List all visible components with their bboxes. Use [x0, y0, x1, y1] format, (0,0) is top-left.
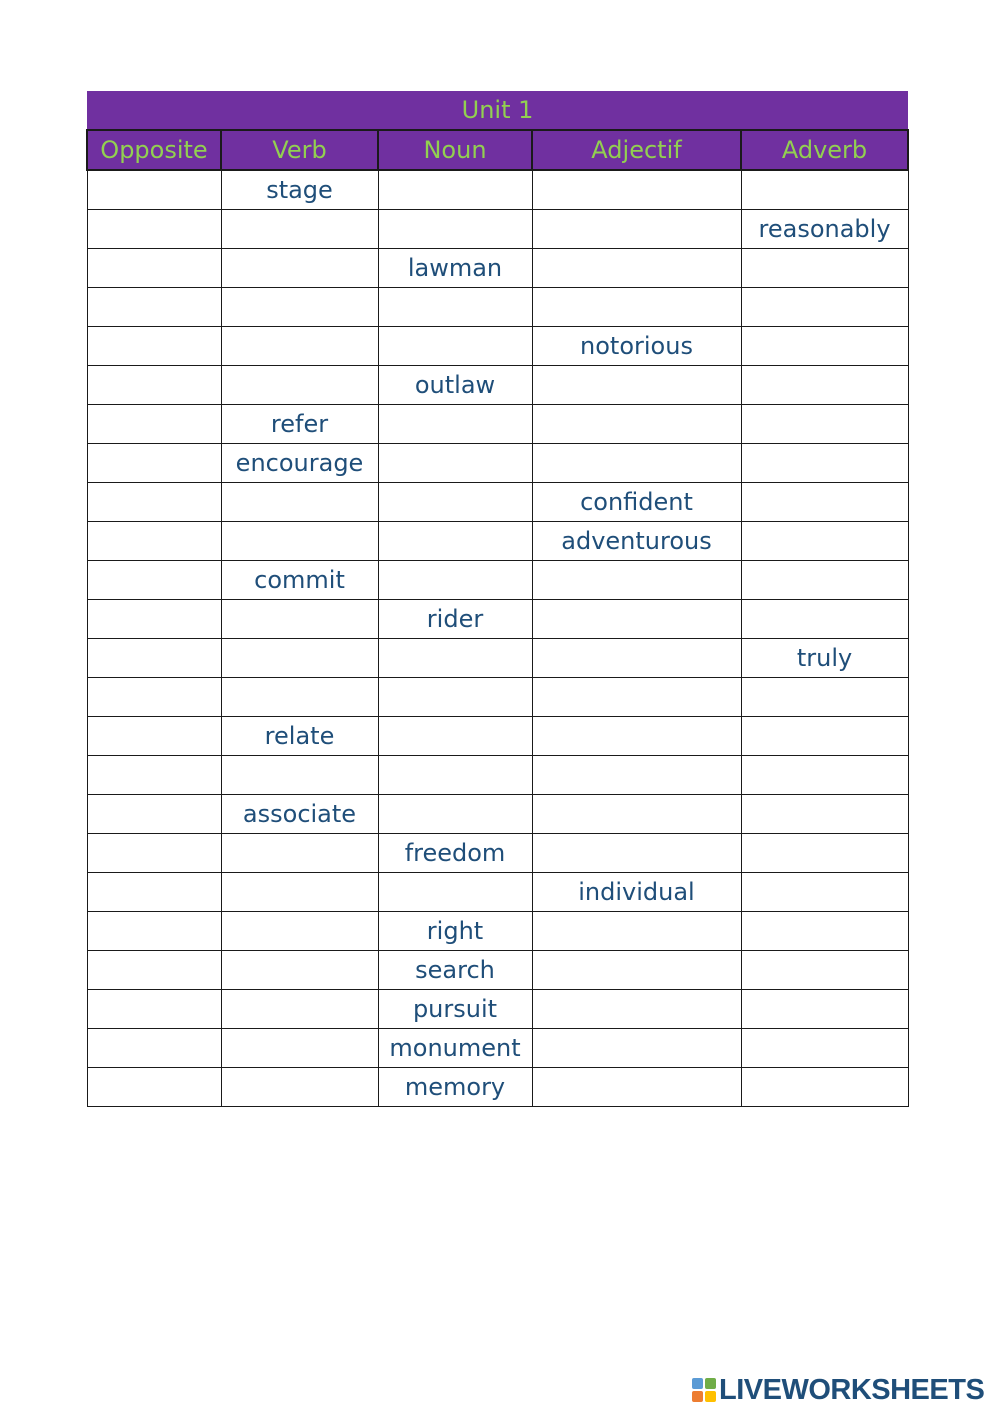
blank-adverb-cell[interactable]	[741, 366, 908, 405]
blank-adverb-cell[interactable]	[741, 249, 908, 288]
verb-word-cell: relate	[221, 717, 378, 756]
blank-noun-cell[interactable]	[378, 170, 532, 210]
title-row	[87, 91, 908, 130]
table-row	[87, 170, 908, 210]
blank-verb-cell[interactable]	[221, 522, 378, 561]
blank-adverb-cell[interactable]	[741, 1068, 908, 1107]
blank-opposite-cell[interactable]	[87, 444, 221, 483]
column-header-noun: Noun	[378, 130, 532, 170]
blank-opposite-cell[interactable]	[87, 1029, 221, 1068]
blank-noun-cell[interactable]	[378, 639, 532, 678]
table-row	[87, 483, 908, 522]
blank-verb-cell[interactable]	[221, 639, 378, 678]
blank-adverb-cell[interactable]	[741, 717, 908, 756]
noun-word-cell: search	[378, 951, 532, 990]
blank-opposite-cell[interactable]	[87, 288, 221, 327]
blank-noun-cell[interactable]	[378, 522, 532, 561]
blank-verb-cell[interactable]	[221, 756, 378, 795]
blank-opposite-cell[interactable]	[87, 170, 221, 210]
blank-opposite-cell[interactable]	[87, 990, 221, 1029]
vocabulary-table	[86, 91, 909, 1107]
blank-adverb-cell[interactable]	[741, 834, 908, 873]
blank-adjectif-cell[interactable]	[532, 795, 741, 834]
blank-adverb-cell[interactable]	[741, 1029, 908, 1068]
blank-verb-cell[interactable]	[221, 912, 378, 951]
noun-word-cell: freedom	[378, 834, 532, 873]
blank-adjectif-cell[interactable]	[532, 990, 741, 1029]
blank-opposite-cell[interactable]	[87, 249, 221, 288]
table-row	[87, 600, 908, 639]
blank-noun-cell[interactable]	[378, 873, 532, 912]
blank-opposite-cell[interactable]	[87, 678, 221, 717]
blank-adverb-cell[interactable]	[741, 795, 908, 834]
blank-opposite-cell[interactable]	[87, 951, 221, 990]
table-row	[87, 522, 908, 561]
blank-opposite-cell[interactable]	[87, 327, 221, 366]
noun-word-cell: pursuit	[378, 990, 532, 1029]
blank-noun-cell[interactable]	[378, 288, 532, 327]
blank-adjectif-cell[interactable]	[532, 288, 741, 327]
verb-word-cell: encourage	[221, 444, 378, 483]
blank-adjectif-cell[interactable]	[532, 170, 741, 210]
blank-opposite-cell[interactable]	[87, 795, 221, 834]
blank-noun-cell[interactable]	[378, 327, 532, 366]
table-row	[87, 717, 908, 756]
blank-adverb-cell[interactable]	[741, 678, 908, 717]
column-header-adjectif: Adjectif	[532, 130, 741, 170]
table-row	[87, 912, 908, 951]
blank-adverb-cell[interactable]	[741, 912, 908, 951]
table-row	[87, 795, 908, 834]
blank-noun-cell[interactable]	[378, 405, 532, 444]
table-row	[87, 444, 908, 483]
blank-opposite-cell[interactable]	[87, 639, 221, 678]
blank-opposite-cell[interactable]	[87, 483, 221, 522]
blank-opposite-cell[interactable]	[87, 834, 221, 873]
noun-word-cell: monument	[378, 1029, 532, 1068]
noun-word-cell: memory	[378, 1068, 532, 1107]
blank-opposite-cell[interactable]	[87, 912, 221, 951]
blank-opposite-cell[interactable]	[87, 522, 221, 561]
table-row	[87, 873, 908, 912]
blank-verb-cell[interactable]	[221, 249, 378, 288]
blank-adverb-cell[interactable]	[741, 600, 908, 639]
blank-adjectif-cell[interactable]	[532, 834, 741, 873]
table-row	[87, 639, 908, 678]
table-row	[87, 366, 908, 405]
blank-adverb-cell[interactable]	[741, 873, 908, 912]
noun-word-cell: outlaw	[378, 366, 532, 405]
adverb-word-cell: truly	[741, 639, 908, 678]
table-row	[87, 756, 908, 795]
blank-verb-cell[interactable]	[221, 1029, 378, 1068]
column-header-adverb: Adverb	[741, 130, 908, 170]
blank-adverb-cell[interactable]	[741, 170, 908, 210]
blank-adjectif-cell[interactable]	[532, 444, 741, 483]
blank-adjectif-cell[interactable]	[532, 1029, 741, 1068]
table-row	[87, 249, 908, 288]
blank-verb-cell[interactable]	[221, 366, 378, 405]
blank-opposite-cell[interactable]	[87, 1068, 221, 1107]
verb-word-cell: refer	[221, 405, 378, 444]
blank-noun-cell[interactable]	[378, 483, 532, 522]
table-row	[87, 561, 908, 600]
blank-noun-cell[interactable]	[378, 561, 532, 600]
blank-adjectif-cell[interactable]	[532, 561, 741, 600]
adjectif-word-cell: notorious	[532, 327, 741, 366]
blank-opposite-cell[interactable]	[87, 756, 221, 795]
blank-adverb-cell[interactable]	[741, 990, 908, 1029]
adjectif-word-cell: individual	[532, 873, 741, 912]
blank-adjectif-cell[interactable]	[532, 210, 741, 249]
blank-adjectif-cell[interactable]	[532, 600, 741, 639]
blank-opposite-cell[interactable]	[87, 873, 221, 912]
blank-noun-cell[interactable]	[378, 210, 532, 249]
verb-word-cell: commit	[221, 561, 378, 600]
liveworksheets-logo-icon	[692, 1378, 716, 1402]
noun-word-cell: rider	[378, 600, 532, 639]
table-row	[87, 327, 908, 366]
blank-opposite-cell[interactable]	[87, 405, 221, 444]
blank-opposite-cell[interactable]	[87, 210, 221, 249]
blank-verb-cell[interactable]	[221, 873, 378, 912]
blank-adjectif-cell[interactable]	[532, 717, 741, 756]
blank-adjectif-cell[interactable]	[532, 756, 741, 795]
blank-adjectif-cell[interactable]	[532, 366, 741, 405]
blank-adverb-cell[interactable]	[741, 561, 908, 600]
table-row	[87, 405, 908, 444]
blank-adjectif-cell[interactable]	[532, 678, 741, 717]
blank-verb-cell[interactable]	[221, 1068, 378, 1107]
blank-adverb-cell[interactable]	[741, 405, 908, 444]
table-row	[87, 210, 908, 249]
verb-word-cell: stage	[221, 170, 378, 210]
column-header-verb: Verb	[221, 130, 378, 170]
adjectif-word-cell: adventurous	[532, 522, 741, 561]
blank-verb-cell[interactable]	[221, 990, 378, 1029]
blank-adverb-cell[interactable]	[741, 327, 908, 366]
liveworksheets-logo	[692, 1374, 984, 1406]
adverb-word-cell: reasonably	[741, 210, 908, 249]
blank-adjectif-cell[interactable]	[532, 912, 741, 951]
blank-adjectif-cell[interactable]	[532, 1068, 741, 1107]
blank-adverb-cell[interactable]	[741, 522, 908, 561]
blank-adverb-cell[interactable]	[741, 951, 908, 990]
blank-noun-cell[interactable]	[378, 756, 532, 795]
blank-verb-cell[interactable]	[221, 483, 378, 522]
blank-adverb-cell[interactable]	[741, 483, 908, 522]
column-header-opposite: Opposite	[87, 130, 221, 170]
logo-text: LIVEWORKSHEETS	[719, 1373, 985, 1406]
verb-word-cell: associate	[221, 795, 378, 834]
blank-verb-cell[interactable]	[221, 951, 378, 990]
adjectif-word-cell: confident	[532, 483, 741, 522]
blank-noun-cell[interactable]	[378, 717, 532, 756]
blank-opposite-cell[interactable]	[87, 717, 221, 756]
table-row	[87, 1068, 908, 1107]
blank-adverb-cell[interactable]	[741, 444, 908, 483]
blank-adverb-cell[interactable]	[741, 756, 908, 795]
column-header-row	[87, 130, 908, 170]
table-row	[87, 951, 908, 990]
noun-word-cell: lawman	[378, 249, 532, 288]
table-title: Unit 1	[87, 91, 908, 130]
table-row	[87, 1029, 908, 1068]
blank-adjectif-cell[interactable]	[532, 951, 741, 990]
blank-verb-cell[interactable]	[221, 327, 378, 366]
blank-verb-cell[interactable]	[221, 288, 378, 327]
table-row	[87, 834, 908, 873]
blank-verb-cell[interactable]	[221, 600, 378, 639]
table-row	[87, 990, 908, 1029]
table-body	[87, 170, 908, 1107]
blank-verb-cell[interactable]	[221, 678, 378, 717]
blank-adverb-cell[interactable]	[741, 288, 908, 327]
blank-noun-cell[interactable]	[378, 678, 532, 717]
blank-verb-cell[interactable]	[221, 210, 378, 249]
blank-adjectif-cell[interactable]	[532, 249, 741, 288]
blank-verb-cell[interactable]	[221, 834, 378, 873]
blank-adjectif-cell[interactable]	[532, 639, 741, 678]
table-row	[87, 288, 908, 327]
blank-adjectif-cell[interactable]	[532, 405, 741, 444]
table-row	[87, 678, 908, 717]
blank-opposite-cell[interactable]	[87, 600, 221, 639]
blank-noun-cell[interactable]	[378, 444, 532, 483]
blank-noun-cell[interactable]	[378, 795, 532, 834]
blank-opposite-cell[interactable]	[87, 366, 221, 405]
noun-word-cell: right	[378, 912, 532, 951]
blank-opposite-cell[interactable]	[87, 561, 221, 600]
